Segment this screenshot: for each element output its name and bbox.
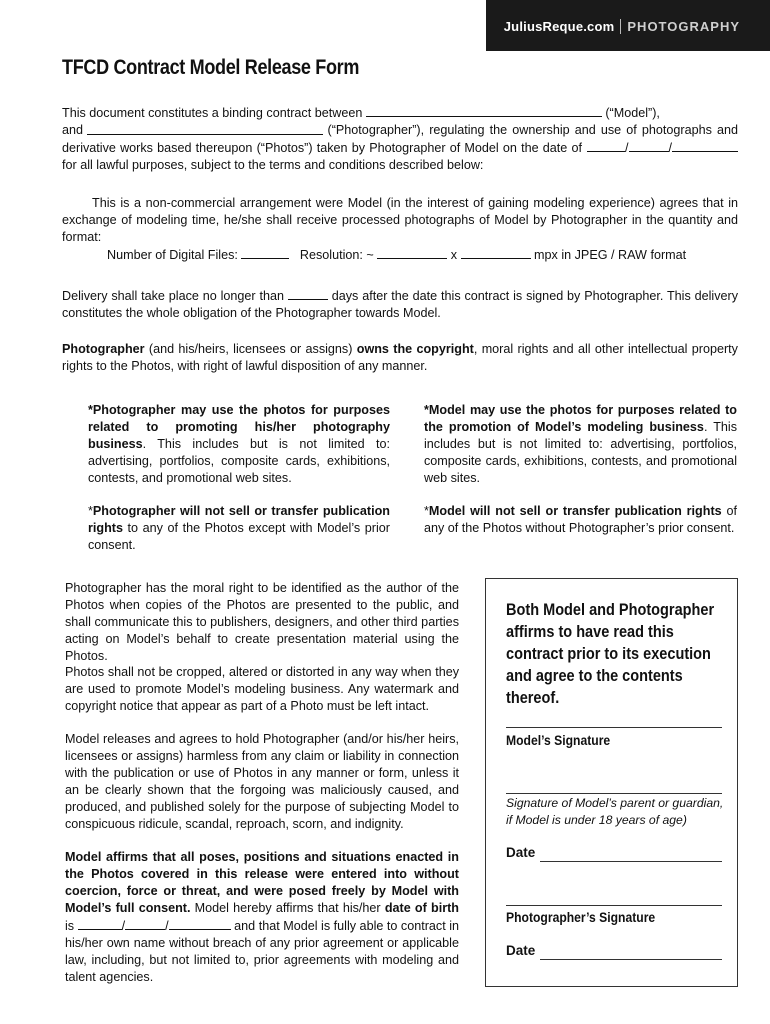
dob-separator: / [121,919,126,933]
model-date-field[interactable] [540,861,722,862]
no-crop-paragraph: Photos shall not be cropped, altered or distorted in any way when they are used to promote Model’s modeling business. Any watermark and copyright notice that appear as part of a Photo must be left intact. [65,665,459,713]
guardian-signature-line[interactable] [506,793,722,794]
affirm-bold: Model affirms that all poses, positions and situations enacted in the Photos covered in this release were entered into without coercion, force or threat, and were posed freely by Model with Model’s full consent. [65,850,459,915]
affirm-text-2: is [65,919,75,933]
resolution-width-field[interactable] [377,246,447,259]
photographer-date-field[interactable] [540,959,722,960]
delivery-paragraph [62,287,738,322]
photographer-signature-label: Photographer’s Signature [506,910,656,925]
site-name[interactable]: JuliusReque.com [503,19,615,34]
model-signature-line[interactable] [506,727,722,728]
intro-line1: This document constitutes a binding contract between (“Model”), [62,106,660,120]
model-use-text: . This includes but is not limited to: advertising, portfolios, composite cards, exhibitions, contests, and promotional web sites. [424,420,738,485]
format-label: mpx in JPEG / RAW format [534,248,687,262]
dob-separator: / [165,919,169,933]
intro-line3: derivative works based thereupon (“Photos”) taken by Photographer of Model on the date of [62,141,582,155]
photographer-use-text: . This includes but is not limited to: advertising, portfolios, composite cards, exhibitions, contests, and promotional web sites. [88,437,390,485]
affirm-text-1: Model hereby affirms that his/her [190,901,385,915]
model-use-clause [424,402,737,487]
files-label: Number of Digital Files: [107,248,238,262]
resolution-height-field[interactable] [461,246,531,259]
shoot-date-day[interactable] [629,139,669,152]
delivery-text-b: days after the date this contract is signed by Photographer. This delivery constitutes the whole obligation of the Photographer towards Model. [62,289,739,320]
moral-right-paragraph: Photographer has the moral right to be identified as the author of the Photos when copies of the Photos are presented to the public, and shall communicate this to publishers, designers, and other third parties acting on Model’s behalf to create presentation material using the Photos. [65,581,459,663]
intro-paragraph [62,104,738,174]
photographer-signature-line[interactable] [506,905,722,906]
signature-box [485,578,738,987]
harmless-paragraph: Model releases and agrees to hold Photographer (and/or his/her heirs, licensees or assigns) harmless from any claim or liability in connection with the publication or use of Photos in any manner or form, unless it an be clearly shown that the forgoing was maliciously caused, and produced, and published solely for the purpose of subjecting Model to conspicuous ridicule, scandal, reproach, scorn, and indignity. [65,732,459,831]
resolution-label: Resolution: ~ [299,248,374,262]
photographer-sell-text: to any of the Photos except with Model’s prior consent. [88,521,390,552]
photographer-use-bold: *Photographer may use the photos for purposes related to promoting his/her photography business [88,403,390,451]
copyright-bold-1: Photographer [62,342,145,356]
photographer-date-row [506,942,722,962]
shoot-date-year[interactable] [672,139,738,152]
photographer-sell-star: * [88,504,93,518]
banner-divider [620,19,621,34]
model-sell-text: of any of the Photos without Photographer’s prior consent. [424,504,737,535]
banner-text [504,18,740,35]
affirm-text-3: and that Model is fully able to contract in his/her own name without breach of any prior agreement or applicable law, including, but not limited to, prior agreements with modeling and talent agencies. [65,919,460,984]
noncommercial-text: This is a non-commercial arrangement were Model (in the interest of gaining modeling experience) agrees that in exchange of modeling time, he/she shall receive processed photographs of Model by Photographer in the quantity and format: [62,196,738,244]
intro-line2: (“Photographer”), regulating the ownership and use of photographs and [327,123,738,137]
guardian-signature-note: Signature of Model’s parent or guardian, if Model is under 18 years of age) [506,796,724,827]
model-sell-bold: Model will not sell or transfer publication rights [428,504,722,518]
model-sell-star: * [424,504,429,518]
date-separator: / [668,141,672,155]
page-title: TFCD Contract Model Release Form [62,56,360,79]
photographer-date-label: Date [506,943,536,958]
delivery-days-field[interactable] [288,287,328,300]
shoot-date-month[interactable] [587,139,625,152]
model-date-row [506,844,722,864]
files-count-field[interactable] [241,246,289,259]
photographer-sell-bold: Photographer will not sell or transfer publication rights [88,504,390,535]
noncommercial-paragraph [62,195,738,264]
dob-month-field[interactable] [78,917,122,930]
copyright-text-1: (and his/heirs, licensees or assigns) [144,342,357,356]
copyright-bold-2: owns the copyright [356,342,474,356]
model-sell-clause [424,503,737,537]
dob-year-field[interactable] [169,917,231,930]
affirm-paragraph [65,849,459,986]
model-signature-label: Model’s Signature [506,733,611,748]
header-banner [486,0,770,51]
signature-box-heading: Both Model and Photographer affirms to have read this contract prior to its execution and agree to the contents thereof. [506,601,715,707]
photographer-sell-clause [88,503,390,554]
copyright-text-2: , moral rights and all other intellectual property rights to the Photos, with right of lawful disposition of any manner. [62,342,738,373]
model-date-label: Date [506,845,536,860]
affirm-bold-dob: date of birth [384,901,459,915]
files-row [62,246,738,264]
photographer-name-field[interactable] [87,122,323,135]
delivery-text-a: Delivery shall take place no longer than [62,289,284,303]
banner-section: PHOTOGRAPHY [627,19,740,34]
model-use-bold: *Model may use the photos for purposes related to the promotion of Model’s modeling business [424,403,737,434]
photographer-use-clause [88,402,390,487]
model-name-field[interactable] [366,104,602,117]
resolution-x: x [450,248,458,262]
dob-day-field[interactable] [125,917,165,930]
date-separator: / [625,141,629,155]
copyright-paragraph [62,341,738,375]
intro-line4: for all lawful purposes, subject to the terms and conditions described below: [62,158,484,172]
intro-and: and [62,123,84,137]
